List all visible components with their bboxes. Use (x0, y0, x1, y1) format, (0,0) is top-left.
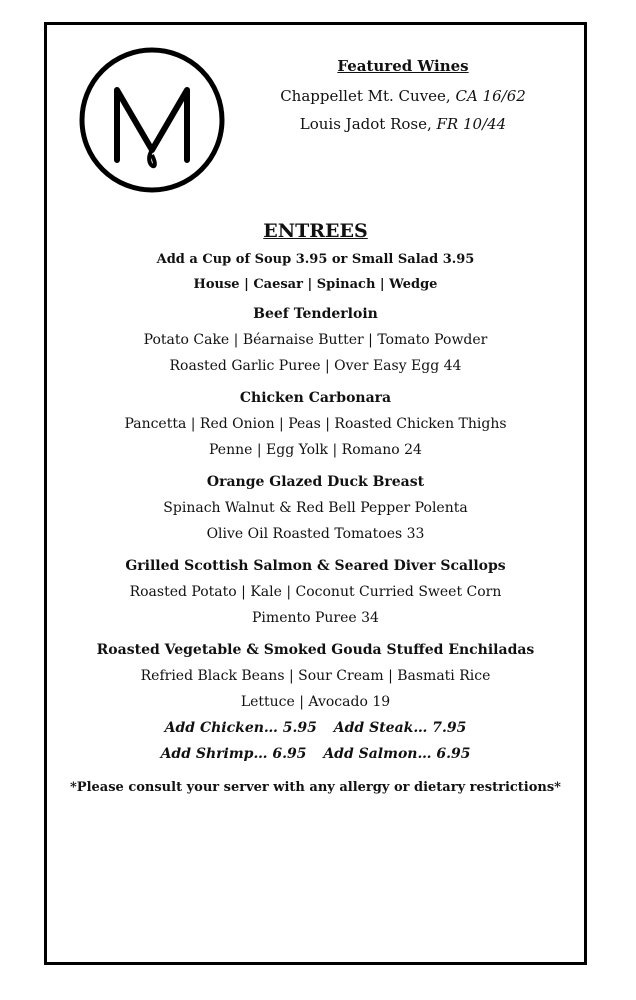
item-name: Roasted Vegetable & Smoked Gouda Stuffed Enchiladas (96, 642, 535, 658)
addon-shrimp: Add Shrimp… 6.95 (160, 746, 307, 762)
monogram-circle-logo (77, 45, 227, 195)
item-description: Potato Cake | Béarnaise Butter | Tomato Powder (143, 332, 488, 348)
wine-region-price: CA 16/62 (455, 87, 526, 105)
featured-wines-title: Featured Wines (337, 57, 469, 75)
menu-item (47, 558, 584, 626)
wine-name: Louis Jadot Rose, (299, 115, 432, 133)
menu-item (47, 474, 584, 542)
wine-region-price: FR 10/44 (436, 115, 507, 133)
protein-addons (47, 720, 584, 736)
item-description: Lettuce | Avocado 19 (240, 694, 391, 710)
item-description: Olive Oil Roasted Tomatoes 33 (206, 526, 425, 542)
item-name: Beef Tenderloin (253, 306, 378, 322)
item-description: Refried Black Beans | Sour Cream | Basmati Rice (140, 668, 491, 684)
wine-item (279, 115, 527, 133)
addon-soup-salad: Add a Cup of Soup 3.95 or Small Salad 3.95 (156, 252, 475, 267)
item-description: Pimento Puree 34 (252, 610, 379, 626)
item-description: Penne | Egg Yolk | Romano 24 (209, 442, 422, 458)
allergy-notice: *Please consult your server with any allergy or dietary restrictions* (70, 780, 561, 795)
item-description: Spinach Walnut & Red Bell Pepper Polenta (163, 500, 468, 516)
wine-item (279, 87, 527, 105)
menu-item (47, 642, 584, 710)
entrees-title: ENTREES (263, 220, 368, 242)
salad-options: House | Caesar | Spinach | Wedge (193, 277, 438, 292)
menu-item (47, 306, 584, 374)
item-description: Roasted Potato | Kale | Coconut Curried Sweet Corn (129, 584, 502, 600)
item-name: Orange Glazed Duck Breast (206, 474, 425, 490)
addon-chicken: Add Chicken… 5.95 (164, 720, 317, 736)
item-description: Roasted Garlic Puree | Over Easy Egg 44 (169, 358, 462, 374)
item-name: Chicken Carbonara (239, 390, 392, 406)
item-description: Pancetta | Red Onion | Peas | Roasted Chicken Thighs (124, 416, 507, 432)
featured-wines (279, 57, 527, 143)
menu-frame (44, 22, 587, 965)
wine-name: Chappellet Mt. Cuvee, (280, 87, 451, 105)
addon-salmon: Add Salmon… 6.95 (323, 746, 471, 762)
item-name: Grilled Scottish Salmon & Seared Diver Scallops (125, 558, 506, 574)
protein-addons (47, 746, 584, 762)
addon-steak: Add Steak… 7.95 (333, 720, 467, 736)
menu-item (47, 390, 584, 458)
entrees-section (47, 220, 584, 795)
